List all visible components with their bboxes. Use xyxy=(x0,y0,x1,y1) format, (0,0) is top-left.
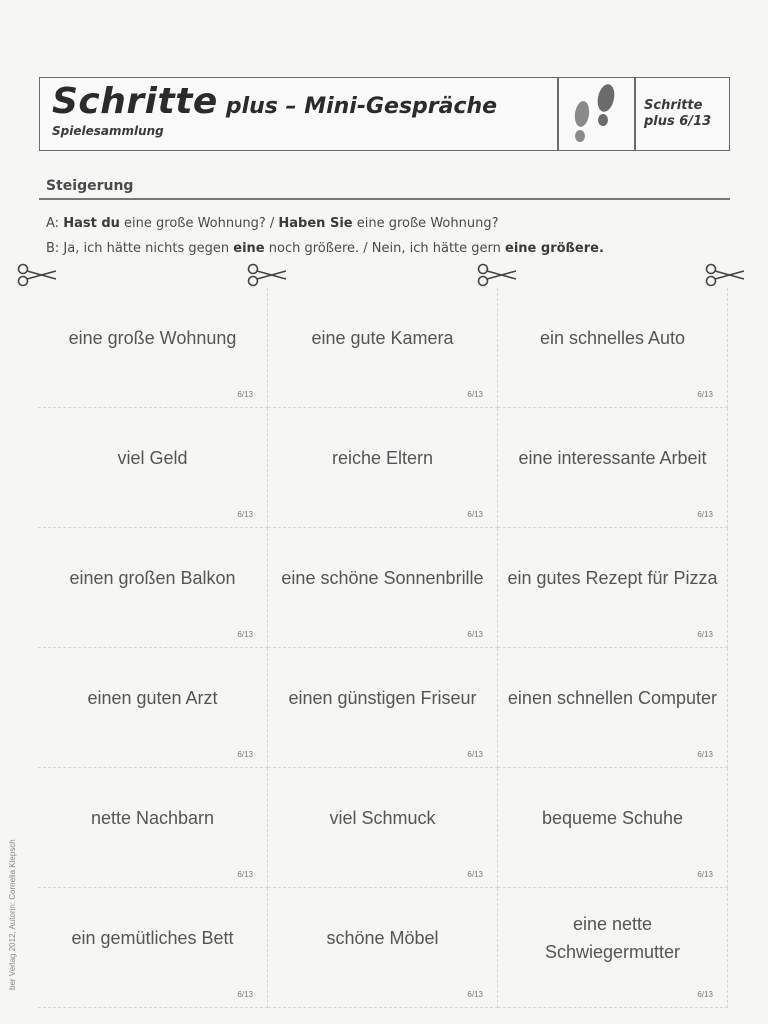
card-phrase: einen günstigen Friseur xyxy=(288,688,477,708)
card-phrase: einen schnellen Computer xyxy=(507,688,718,708)
phrase-card xyxy=(268,408,498,528)
card-grid xyxy=(38,288,728,1018)
series-line-1: Schritte xyxy=(644,98,703,113)
phrase-card xyxy=(38,768,268,888)
card-code: 6/13 xyxy=(237,510,253,519)
dialog-a-q1-rest: eine große Wohnung? / xyxy=(124,216,275,231)
dialog-b-mid: noch größere. / Nein, ich hätte gern xyxy=(268,241,501,256)
phrase-card xyxy=(498,768,728,888)
card-code: 6/13 xyxy=(237,630,253,639)
phrase-card xyxy=(268,888,498,1008)
worksheet-title xyxy=(52,81,497,122)
card-phrase: viel Geld xyxy=(117,448,188,468)
card-phrase: reiche Eltern xyxy=(331,448,434,468)
dialog-a-prefix: A: xyxy=(46,216,60,231)
copyright-credit: ber Verlag 2012, Autorin: Cornelia Klepsch xyxy=(8,839,17,990)
card-phrase: ein schnelles Auto xyxy=(539,328,686,348)
dialog-b-bold-2: eine größere. xyxy=(505,241,604,256)
series-line-2: plus 6/13 xyxy=(644,114,712,129)
card-code: 6/13 xyxy=(697,390,713,399)
series-label xyxy=(644,98,728,130)
section-divider xyxy=(39,198,730,200)
phrase-card xyxy=(498,528,728,648)
card-phrase: nette Nachbarn xyxy=(90,808,215,828)
phrase-card xyxy=(268,648,498,768)
card-phrase: einen großen Balkon xyxy=(69,568,236,588)
phrase-card xyxy=(268,768,498,888)
card-code: 6/13 xyxy=(697,870,713,879)
title-area xyxy=(40,78,557,150)
phrase-card xyxy=(38,648,268,768)
card-code: 6/13 xyxy=(467,390,483,399)
card-phrase: eine interessante Arbeit xyxy=(518,448,707,468)
card-code: 6/13 xyxy=(467,990,483,999)
phrase-card xyxy=(498,648,728,768)
card-phrase: eine nette Schwiegermutter xyxy=(544,914,681,962)
title-brand: Schritte xyxy=(52,81,218,122)
phrase-card xyxy=(498,888,728,1008)
dialog-b-prefix: B: Ja, ich hätte nichts gegen xyxy=(46,241,230,256)
card-phrase: viel Schmuck xyxy=(329,808,436,828)
card-code: 6/13 xyxy=(237,390,253,399)
scissors-icon xyxy=(246,262,288,288)
dialog-line-b xyxy=(46,241,604,256)
card-code: 6/13 xyxy=(697,510,713,519)
card-code: 6/13 xyxy=(697,990,713,999)
card-phrase: eine schöne Sonnenbrille xyxy=(281,568,484,588)
phrase-card xyxy=(38,528,268,648)
phrase-card xyxy=(38,888,268,1008)
worksheet-header xyxy=(39,77,730,151)
phrase-card xyxy=(268,288,498,408)
phrase-card xyxy=(498,408,728,528)
scissors-icon xyxy=(476,262,518,288)
header-divider xyxy=(634,78,636,150)
card-phrase: ein gemütliches Bett xyxy=(71,928,234,948)
card-phrase: eine gute Kamera xyxy=(311,328,454,348)
card-code: 6/13 xyxy=(467,750,483,759)
card-phrase: schöne Möbel xyxy=(326,928,439,948)
scissors-icon xyxy=(704,262,746,288)
worksheet-subtitle: Spielesammlung xyxy=(52,124,164,138)
phrase-card xyxy=(268,528,498,648)
scissors-icon xyxy=(16,262,58,288)
section-title: Steigerung xyxy=(46,178,134,194)
dialog-b-bold-1: eine xyxy=(233,241,265,256)
phrase-card xyxy=(498,288,728,408)
dialog-a-q2-rest: eine große Wohnung? xyxy=(356,216,499,231)
phrase-card xyxy=(38,408,268,528)
card-code: 6/13 xyxy=(467,510,483,519)
card-code: 6/13 xyxy=(467,630,483,639)
card-code: 6/13 xyxy=(697,750,713,759)
footprints-icon xyxy=(560,78,632,150)
card-phrase: eine große Wohnung xyxy=(68,328,237,348)
card-phrase: einen guten Arzt xyxy=(87,688,218,708)
phrase-card xyxy=(38,288,268,408)
dialog-a-q2-bold: Haben Sie xyxy=(278,216,353,231)
card-phrase: ein gutes Rezept für Pizza xyxy=(507,568,718,588)
dialog-a-q1-bold: Hast du xyxy=(63,216,120,231)
card-code: 6/13 xyxy=(237,990,253,999)
dialog-line-a xyxy=(46,216,498,231)
card-code: 6/13 xyxy=(237,750,253,759)
card-code: 6/13 xyxy=(467,870,483,879)
title-rest: plus – Mini-Gespräche xyxy=(225,94,498,119)
card-phrase: bequeme Schuhe xyxy=(541,808,684,828)
header-divider xyxy=(557,78,559,150)
card-code: 6/13 xyxy=(237,870,253,879)
card-code: 6/13 xyxy=(697,630,713,639)
